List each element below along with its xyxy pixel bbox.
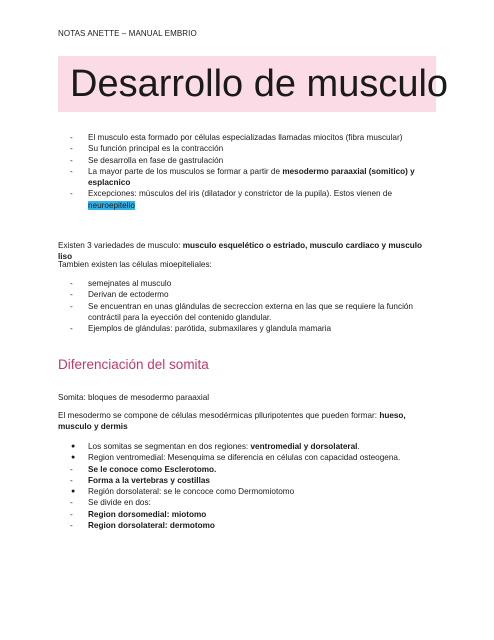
list-item: - Su función principal es la contracción <box>70 144 224 154</box>
list-item: - Forma a la vertebras y costillas <box>70 475 210 485</box>
highlighted-term: neuroepitelio <box>88 200 135 210</box>
dash-marker: - <box>70 509 73 519</box>
list-item: - semejnates al musculo <box>70 279 172 288</box>
dash-marker: - <box>70 279 73 288</box>
list-item: - Se le conoce como Esclerotomo. <box>70 464 217 474</box>
list-item: - Region dorsomedial: miotomo <box>70 509 207 519</box>
somita-list <box>58 441 438 531</box>
dash-marker: - <box>70 324 73 334</box>
list-item: - Se encuentran en unas glándulas de secreccion externa en las que se requiere la función contráctil para la eyección del contenido glandular. <box>70 301 413 322</box>
intro-list <box>58 132 438 211</box>
bullet-marker: ● <box>71 454 76 462</box>
dash-marker: - <box>70 189 73 199</box>
list-item: ● Region ventromedial: Mesenquima se diferencia en células con capacidad osteogena. <box>71 453 401 463</box>
paragraph-variedades: Existen 3 variedades de musculo: musculo esquelético o estriado, musculo cardiaco y musculo liso <box>58 241 423 262</box>
dash-marker: - <box>70 290 73 300</box>
list-item: - Ejemplos de glándulas: parótida, submaxilares y glandula mamaria <box>70 324 332 334</box>
dash-marker: - <box>70 521 73 531</box>
dash-marker: - <box>70 166 73 176</box>
mioepitelial-list <box>58 278 438 334</box>
paragraph-mesodermo: El mesodermo se compone de células mesodérmicas plluripotentes que pueden formar: hueso, musculo y dermis <box>58 411 406 432</box>
list-item: - Derivan de ectodermo <box>70 290 169 300</box>
paragraph-mioepiteliales: Tambien existen las células mioepiteliales: <box>58 260 212 269</box>
page-title: Desarrollo de musculo <box>70 63 449 105</box>
dash-marker: - <box>70 498 73 508</box>
list-item: - Se desarrolla en fase de gastrulación <box>70 155 224 165</box>
list-item: - Excepciones: músculos del iris (dilatador y constrictor de la pupila). Estos vienen de neuroepitelio <box>70 189 392 210</box>
list-item: - El musculo esta formado por células especializadas llamadas miocitos (fibra muscular) <box>70 133 403 142</box>
title-banner <box>58 56 449 112</box>
dash-marker: - <box>70 301 73 311</box>
dash-marker: - <box>70 155 73 165</box>
list-item: - Region dorsolateral: dermotomo <box>70 521 215 531</box>
dash-marker: - <box>70 144 73 154</box>
dash-marker: - <box>70 133 73 142</box>
list-item: ● Los somitas se segmentan en dos regiones: ventromedial y dorsolateral. <box>71 442 360 451</box>
list-item: ● Región dorsolateral: se le concoce como Dermomiotomo <box>71 487 295 497</box>
dash-marker: - <box>70 464 73 474</box>
paragraph-somita: Somita: bloques de mesodermo paraaxial <box>58 393 210 402</box>
list-item: - Se divide en dos: <box>70 498 151 508</box>
bullet-marker: ● <box>71 488 76 496</box>
page-header: NOTAS ANETTE – MANUAL EMBRIO <box>58 29 197 38</box>
bullet-marker: ● <box>71 443 76 450</box>
section-title: Diferenciación del somita <box>58 357 209 372</box>
list-item: - La mayor parte de los musculos se formar a partir de mesodermo paraaxial (somitico) y esplacnico <box>70 166 415 188</box>
dash-marker: - <box>70 475 73 485</box>
